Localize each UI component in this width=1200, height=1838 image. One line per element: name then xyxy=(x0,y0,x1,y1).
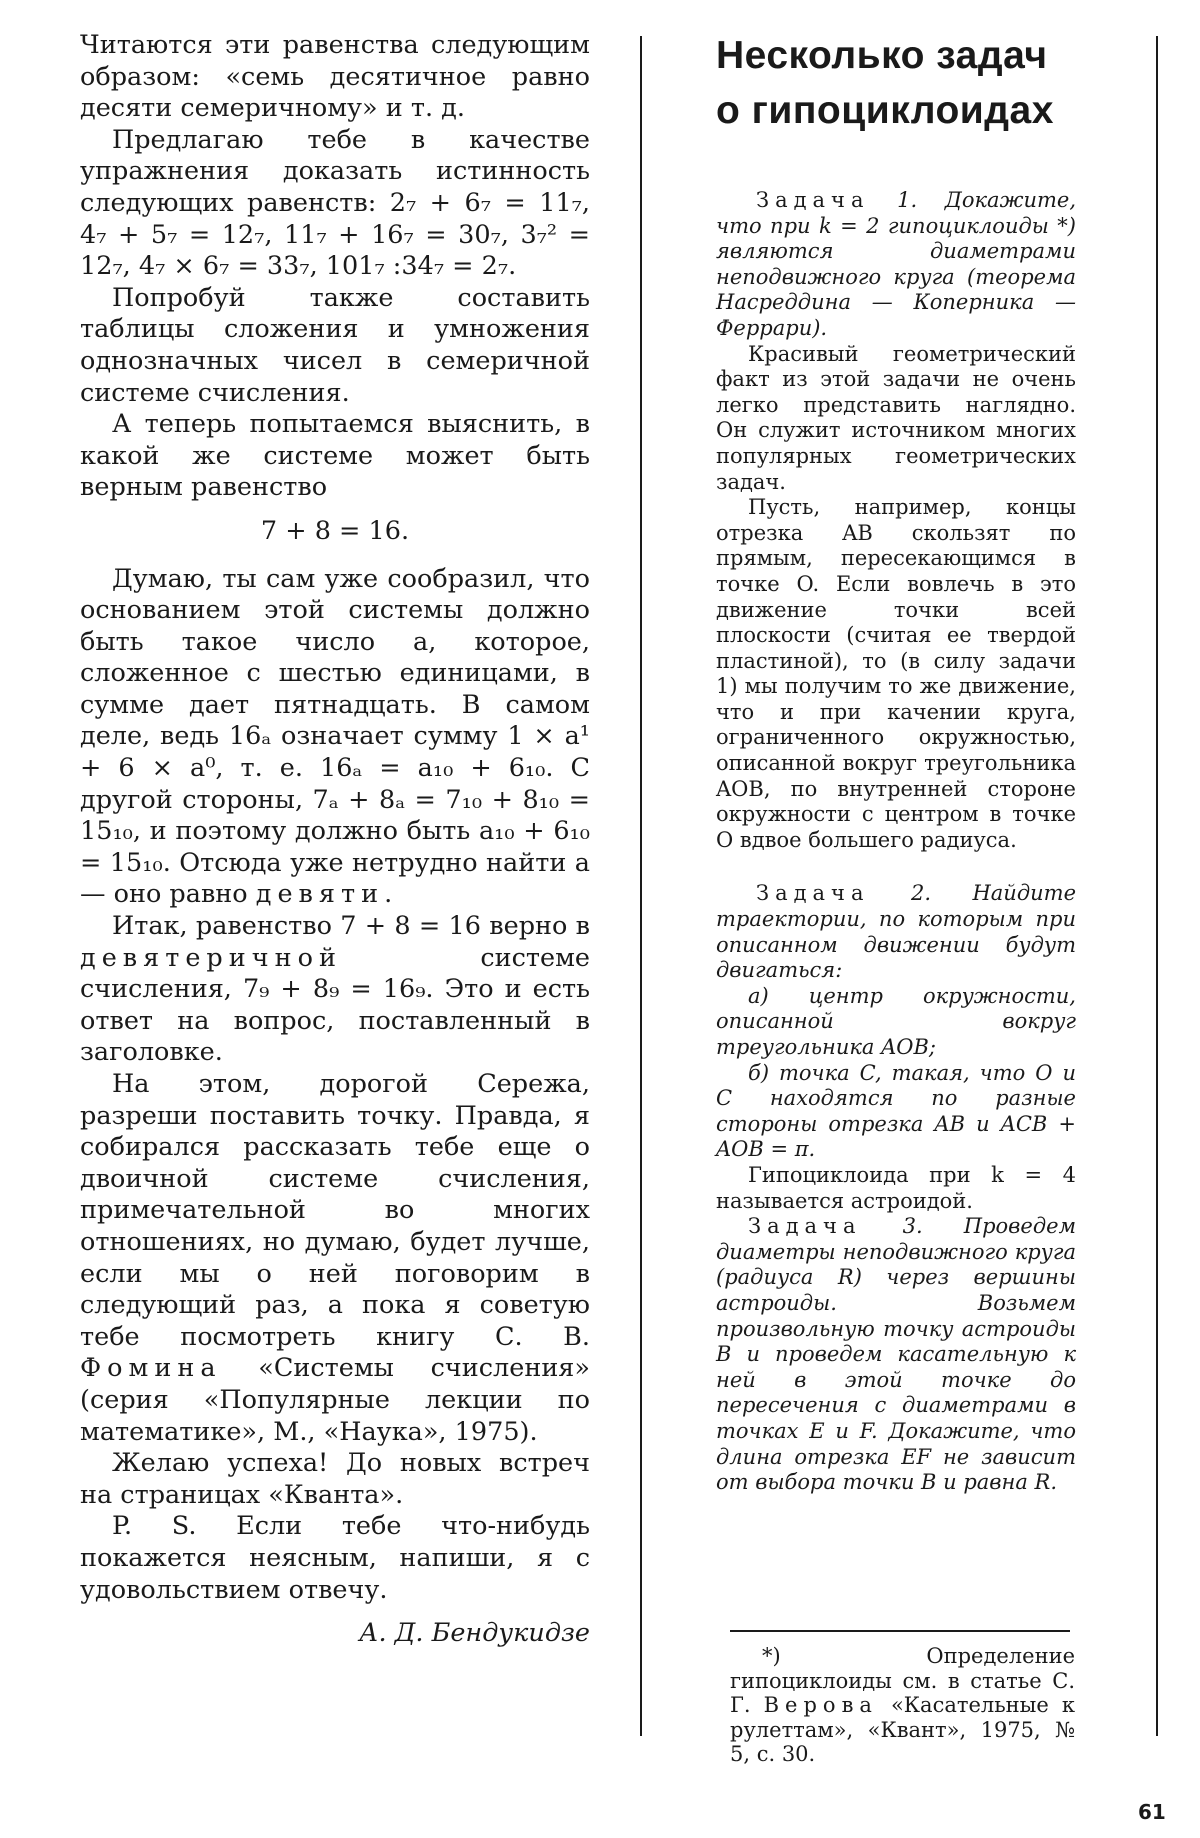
paragraph: P. S. Если тебе что-нибудь покажется неясным, напиши, я с удовольствием отвечу. xyxy=(80,1511,590,1605)
paragraph: Гипоциклоида при k = 4 называется астроидой. xyxy=(716,1162,1076,1213)
signature: А. Д. Бендукидзе xyxy=(359,1618,590,1649)
task-item: а) центр окружности, описанной вокруг треугольника AOB; xyxy=(716,983,1076,1059)
page-number: 61 xyxy=(1138,1800,1166,1824)
paragraph: Предлагаю тебе в качестве упражнения доказать истинность следующих равенств: 2₇ + 6₇ = 11₇, 4₇ + 5₇ = 12₇, 11₇ + 16₇ = 30₇, 3₇² = 12₇, 4₇ × 6₇ = 33₇, 101₇ :34₇ = 2₇. xyxy=(80,124,590,282)
task-3 xyxy=(716,1214,1076,1496)
spaced-word: девятеричной xyxy=(80,942,342,973)
task-label: Задача xyxy=(756,188,870,212)
paragraph: Красивый геометрический факт из этой задачи не очень легко представить наглядно. Он служит источником многих популярных геометрических задач. xyxy=(716,341,1076,494)
article-title xyxy=(716,28,1076,138)
left-column xyxy=(80,30,590,1650)
paragraph-text: Думаю, ты сам уже сообразил, что основанием этой системы должно быть такое число a, которое, сложенное с шестью единицами, в сумме дает пятнадцать. В самом деле, ведь 16ₐ означает сумму 1 × a¹ + 6 × a⁰, т. е. 16ₐ = a₁₀ + 6₁₀. С другой стороны, 7ₐ + 8ₐ = 7₁₀ + 8₁₀ = 15₁₀, и поэтому должно быть a₁₀ + 6₁₀ = 15₁₀. Отсюда уже нетрудно найти a — оно равно xyxy=(80,563,590,910)
column-divider xyxy=(1156,36,1158,1736)
task-label: Задача xyxy=(748,1214,862,1239)
footnote-text xyxy=(730,1644,1075,1767)
task-text: 3. Проведем диаметры неподвижного круга (радиуса R) через вершины астроиды. Возьмем произвольную точку астроиды B и проведем касательную к ней в этой точке до пересечения с диаметрами в точках E и F. Докажите, что длина отрезка EF не зависит от выбора точки B и равна R. xyxy=(716,1214,1076,1495)
paragraph-text: На этом, дорогой Сережа, разреши поставить точку. Правда, я собирался рассказать тебе еще о двоичной системе счисления, примечательной во многих отношениях, но думаю, будет лучше, если мы о ней поговорим в следующий раз, а пока я советую тебе посмотреть книгу С. В. xyxy=(80,1069,590,1352)
paragraph: Читаются эти равенства следующим образом: «семь десятичное равно десяти семеричному» и т. д. xyxy=(80,30,590,124)
paragraph: А теперь попытаемся выяснить, в какой же системе может быть верным равенство xyxy=(80,409,590,503)
task-text: 2. Найдите траектории, по которым при описанном движении будут двигаться: xyxy=(716,881,1076,983)
column-divider xyxy=(640,36,642,1736)
title-line: Несколько задач xyxy=(716,34,1048,77)
paragraph xyxy=(80,1069,590,1448)
title-line: о гипоциклоидах xyxy=(716,89,1054,132)
paragraph: Пусть, например, концы отрезка AB скользят по прямым, пересекающимся в точке O. Если вовлечь в это движение точки всей плоскости (считая ее твердой пластиной), то (в силу задачи 1) мы получим то же движение, что и при качении круга, ограниченного окружностью, описанной вокруг треугольника AOB, по внутренней стороне окружности с центром в точке O вдвое большего радиуса. xyxy=(716,495,1076,852)
footnote-part: «Касательные к рулеттам», «Квант», 1975, № 5, с. 30. xyxy=(730,1693,1075,1766)
paragraph xyxy=(80,911,590,1069)
paragraph xyxy=(80,564,590,912)
paragraph: Желаю успеха! До новых встреч на страницах «Кванта». xyxy=(80,1448,590,1510)
footnote xyxy=(730,1644,1075,1767)
paragraph-text: системе счисления, 7₉ + 8₉ = 16₉. Это и есть ответ на вопрос, поставленный в заголовке. xyxy=(80,942,590,1068)
task-2 xyxy=(716,881,1076,983)
formula: 7 + 8 = 16. xyxy=(260,515,410,546)
right-column xyxy=(716,28,1076,1496)
task-1 xyxy=(716,188,1076,342)
task-item: б) точка C, такая, что O и C находятся по разные стороны отрезка AB и ACB + AOB = π. xyxy=(716,1060,1076,1162)
spaced-word: Фомина xyxy=(80,1353,222,1384)
footnote-part: *) Определение гипоциклоиды см. в статье С. Г. xyxy=(730,1644,1075,1717)
task-label: Задача xyxy=(756,881,870,906)
paragraph: Попробуй также составить таблицы сложения и умножения однозначных чисел в семеричной системе счисления. xyxy=(80,282,590,408)
paragraph-text: Итак, равенство 7 + 8 = 16 верно в xyxy=(112,911,590,942)
paragraph-text: «Системы счисления» (серия «Популярные лекции по математике», М., «Наука», 1975). xyxy=(80,1353,590,1447)
spaced-word: девяти. xyxy=(255,879,399,910)
footnote-rule xyxy=(730,1630,1070,1632)
task-text: 1. Докажите, что при k = 2 гипоциклоиды *) являются диаметрами неподвижного круга (теорема Насреддина — Коперника — Феррари). xyxy=(716,188,1076,340)
spaced-word: Верова xyxy=(763,1693,878,1717)
